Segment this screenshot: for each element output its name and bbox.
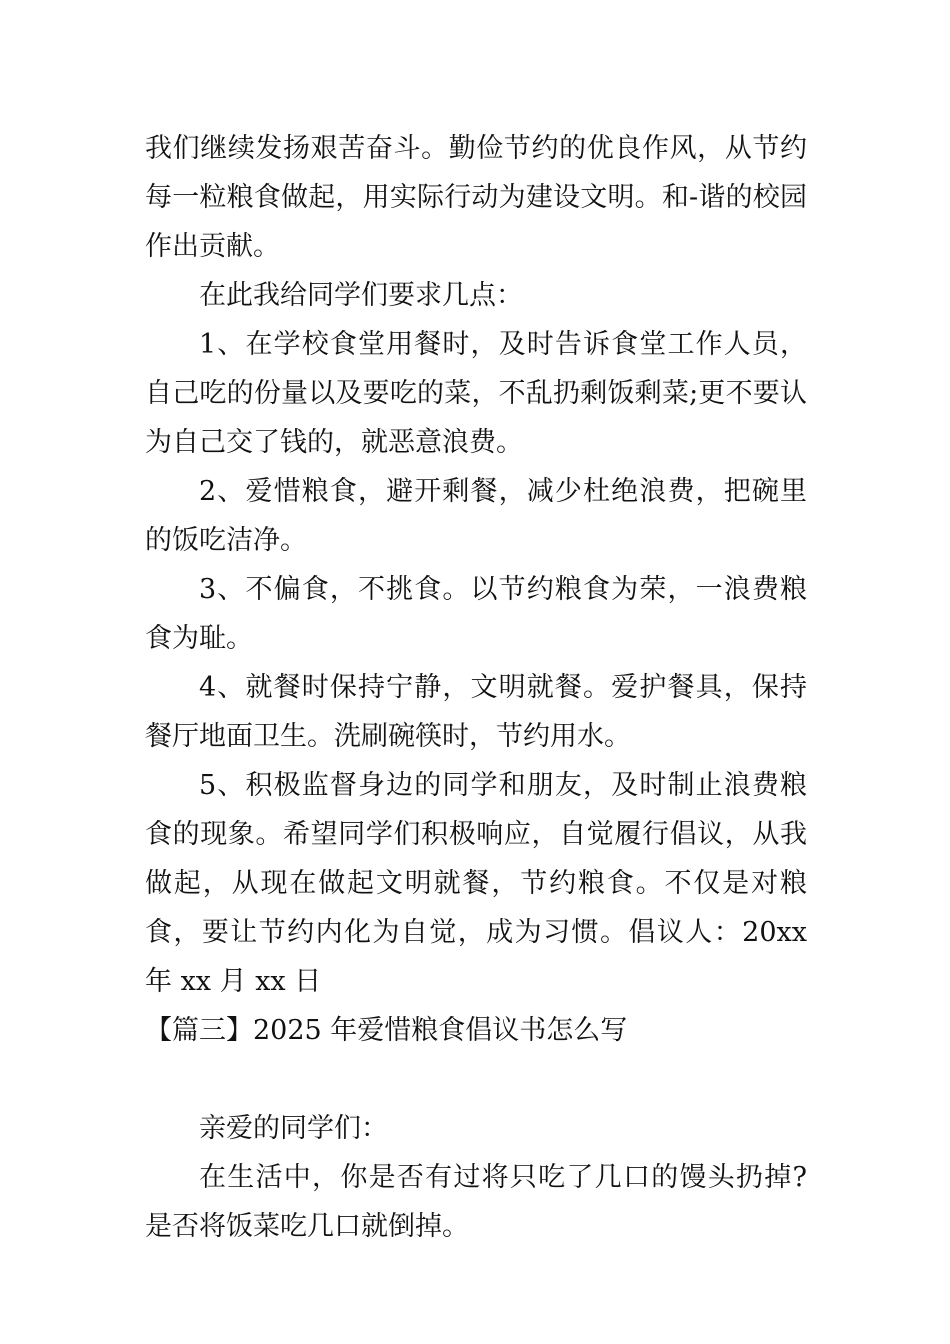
- paragraph-requirements-heading: 在此我给同学们要求几点：: [199, 280, 523, 311]
- document-body: [145, 124, 807, 1251]
- paragraph-item-5: 5、积极监督身边的同学和朋友，及时制止浪费粮食的现象。希望同学们积极响应，自觉履行倡议，从我做起，从现在做起文明就餐，节约粮食。不仅是对粮食，要让节约内化为自觉，成为习惯。倡议人：20xx 年 xx 月 xx 日: [145, 770, 807, 997]
- paragraph-item-1: 1、在学校食堂用餐时，及时告诉食堂工作人员，自己吃的份量以及要吃的菜，不乱扔剩饭剩菜;更不要认为自己交了钱的，就恶意浪费。: [145, 329, 807, 458]
- paragraph-item-3: 3、不偏食，不挑食。以节约粮食为荣，一浪费粮食为耻。: [145, 574, 807, 654]
- paragraph-salutation: 亲爱的同学们：: [199, 1113, 388, 1144]
- blank-line: [145, 1055, 807, 1104]
- section-heading: 【篇三】2025 年爱惜粮食倡议书怎么写: [145, 1015, 628, 1046]
- paragraph-item-2: 2、爱惜粮食，避开剩餐，减少杜绝浪费，把碗里的饭吃洁净。: [145, 476, 807, 556]
- paragraph-item-4: 4、就餐时保持宁静，文明就餐。爱护餐具，保持餐厅地面卫生。洗刷碗筷时，节约用水。: [145, 672, 807, 752]
- paragraph-intro: 我们继续发扬艰苦奋斗。勤俭节约的优良作风，从节约每一粒粮食做起，用实际行动为建设文明。和-谐的校园作出贡献。: [145, 133, 807, 262]
- paragraph-opening: 在生活中，你是否有过将只吃了几口的馒头扔掉?是否将饭菜吃几口就倒掉。: [145, 1162, 807, 1242]
